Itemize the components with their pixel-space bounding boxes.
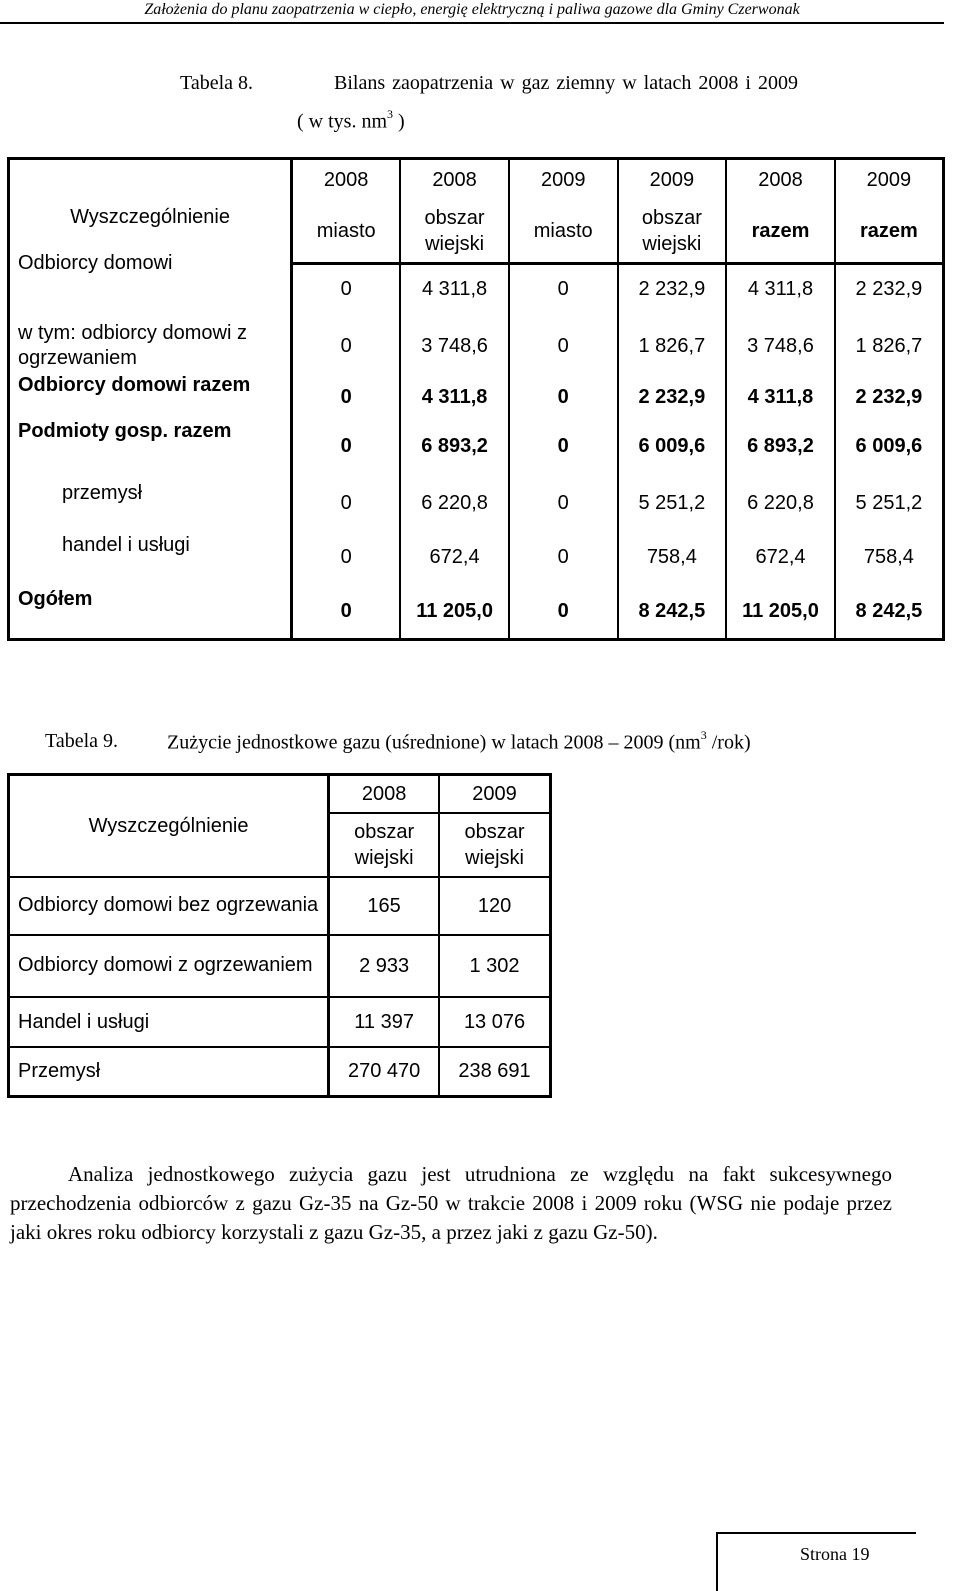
table-cell: 3 748,6 <box>726 314 835 378</box>
table-cell: 4 311,8 <box>726 264 835 314</box>
row-label: handel i usługi <box>9 530 292 584</box>
body-paragraph <box>10 1160 892 1247</box>
table-cell: 1 826,7 <box>618 314 727 378</box>
table8-area-cell: miasto <box>509 200 618 264</box>
table9-area-cell: obszar wiejski <box>329 813 439 877</box>
table-cell: 0 <box>509 416 618 476</box>
table-cell: 5 251,2 <box>618 476 727 530</box>
table-cell: 11 397 <box>329 997 439 1047</box>
table8-area-cell: razem <box>835 200 944 264</box>
table-cell: 6 009,6 <box>618 416 727 476</box>
row-label: Handel i usługi <box>9 997 329 1047</box>
table-cell: 2 232,9 <box>618 264 727 314</box>
table-cell: 672,4 <box>726 530 835 584</box>
table-row <box>9 476 944 530</box>
table-row <box>9 378 944 416</box>
table8-caption-label: Tabela 8. <box>180 72 254 94</box>
table8-caption-title: Bilans zaopatrzenia w gaz ziemny w latach 2008 i 2009 <box>334 72 798 94</box>
table-cell: 0 <box>509 476 618 530</box>
table9-area-cell: obszar wiejski <box>439 813 550 877</box>
table-cell: 2 933 <box>329 935 439 997</box>
table-cell: 6 893,2 <box>400 416 509 476</box>
table-cell: 5 251,2 <box>835 476 944 530</box>
table8-area-cell: obszar wiejski <box>618 200 727 264</box>
table-cell: 11 205,0 <box>400 584 509 640</box>
table9-caption-label: Tabela 9. <box>45 730 119 752</box>
row-label: Przemysł <box>9 1047 329 1097</box>
page-number: Strona 19 <box>800 1544 870 1564</box>
table8 <box>7 157 945 641</box>
table-cell: 0 <box>292 530 401 584</box>
table-cell: 0 <box>292 476 401 530</box>
table-cell: 11 205,0 <box>726 584 835 640</box>
table-cell: 4 311,8 <box>726 378 835 416</box>
table-cell: 2 232,9 <box>835 378 944 416</box>
table-cell: 6 220,8 <box>400 476 509 530</box>
table-cell: 120 <box>439 877 550 935</box>
table-cell: 758,4 <box>618 530 727 584</box>
table-row <box>9 314 944 378</box>
table-cell: 270 470 <box>329 1047 439 1097</box>
row-label: Podmioty gosp. razem <box>9 416 292 476</box>
table8-caption-unit: ( w tys. $nm^3$ ) <box>297 107 405 133</box>
table8-area-cell: miasto <box>292 200 401 264</box>
table-cell: 1 302 <box>439 935 550 997</box>
table8-year-cell: 2009 <box>835 159 944 201</box>
table9-header-years <box>9 775 551 813</box>
table-cell: 6 220,8 <box>726 476 835 530</box>
table-cell: 8 242,5 <box>835 584 944 640</box>
table-cell: 758,4 <box>835 530 944 584</box>
table-cell: 0 <box>509 584 618 640</box>
table9-caption-title: Zużycie jednostkowe gazu (uśrednione) w latach 2008 – 2009 ($nm^3$ /rok) <box>167 728 751 754</box>
table-cell: 0 <box>292 378 401 416</box>
table-row <box>9 416 944 476</box>
table-cell: 4 311,8 <box>400 378 509 416</box>
table-row <box>9 997 551 1047</box>
table-cell: 0 <box>509 314 618 378</box>
table8-header-years <box>9 159 944 201</box>
table-cell: 6 893,2 <box>726 416 835 476</box>
row-label: Odbiorcy domowi z ogrzewaniem <box>9 935 329 997</box>
table9-year-cell: 2009 <box>439 775 550 813</box>
table-cell: 0 <box>292 416 401 476</box>
table8-year-cell: 2008 <box>400 159 509 201</box>
table-cell: 0 <box>509 264 618 314</box>
table9-year-cell: 2008 <box>329 775 439 813</box>
table-row <box>9 264 944 314</box>
table-cell: 238 691 <box>439 1047 550 1097</box>
table-cell: 2 232,9 <box>835 264 944 314</box>
table-cell: 13 076 <box>439 997 550 1047</box>
table-cell: 3 748,6 <box>400 314 509 378</box>
table-cell: 0 <box>509 530 618 584</box>
table-row <box>9 935 551 997</box>
table-cell: 6 009,6 <box>835 416 944 476</box>
table-row <box>9 584 944 640</box>
row-label: Ogółem <box>9 584 292 640</box>
table8-year-cell: 2008 <box>292 159 401 201</box>
table-cell: 165 <box>329 877 439 935</box>
table-cell: 672,4 <box>400 530 509 584</box>
row-label: Odbiorcy domowi bez ogrzewania <box>9 877 329 935</box>
row-label: przemysł <box>9 476 292 530</box>
table-cell: 0 <box>292 584 401 640</box>
table9-header-label: Wyszczególnienie <box>9 775 329 877</box>
row-label: Odbiorcy domowi razem <box>9 372 292 410</box>
row-label: Odbiorcy domowi <box>9 250 292 300</box>
table-cell: 0 <box>292 314 401 378</box>
table-cell: 0 <box>509 378 618 416</box>
table8-area-cell: obszar wiejski <box>400 200 509 264</box>
page-header: Założenia do planu zaopatrzenia w ciepło, energię elektryczną i paliwa gazowe dla Gminy Czerwonak <box>0 0 944 24</box>
table-cell: 4 311,8 <box>400 264 509 314</box>
paragraph-text: Analiza jednostkowego zużycia gazu jest utrudniona ze względu na fakt sukcesywnego przechodzenia odbiorców z gazu Gz-35 na Gz-50 w trakcie 2008 i 2009 roku (WSG nie podaje przez jaki okres roku odbiorcy korzystali z gazu Gz-35, a przez jaki z gazu Gz-50). <box>10 1162 892 1244</box>
table-cell: 0 <box>292 264 401 314</box>
table-row <box>9 530 944 584</box>
table-row <box>9 877 551 935</box>
row-label: w tym: odbiorcy domowi z ogrzewaniem <box>9 314 292 378</box>
table-cell: 1 826,7 <box>835 314 944 378</box>
table9 <box>7 773 552 1098</box>
table8-year-cell: 2008 <box>726 159 835 201</box>
table-cell: 2 232,9 <box>618 378 727 416</box>
table-row <box>9 1047 551 1097</box>
table8-year-cell: 2009 <box>618 159 727 201</box>
table8-year-cell: 2009 <box>509 159 618 201</box>
table8-area-cell: razem <box>726 200 835 264</box>
table-cell: 8 242,5 <box>618 584 727 640</box>
table8-header-label: Wyszczególnienie <box>9 159 292 264</box>
